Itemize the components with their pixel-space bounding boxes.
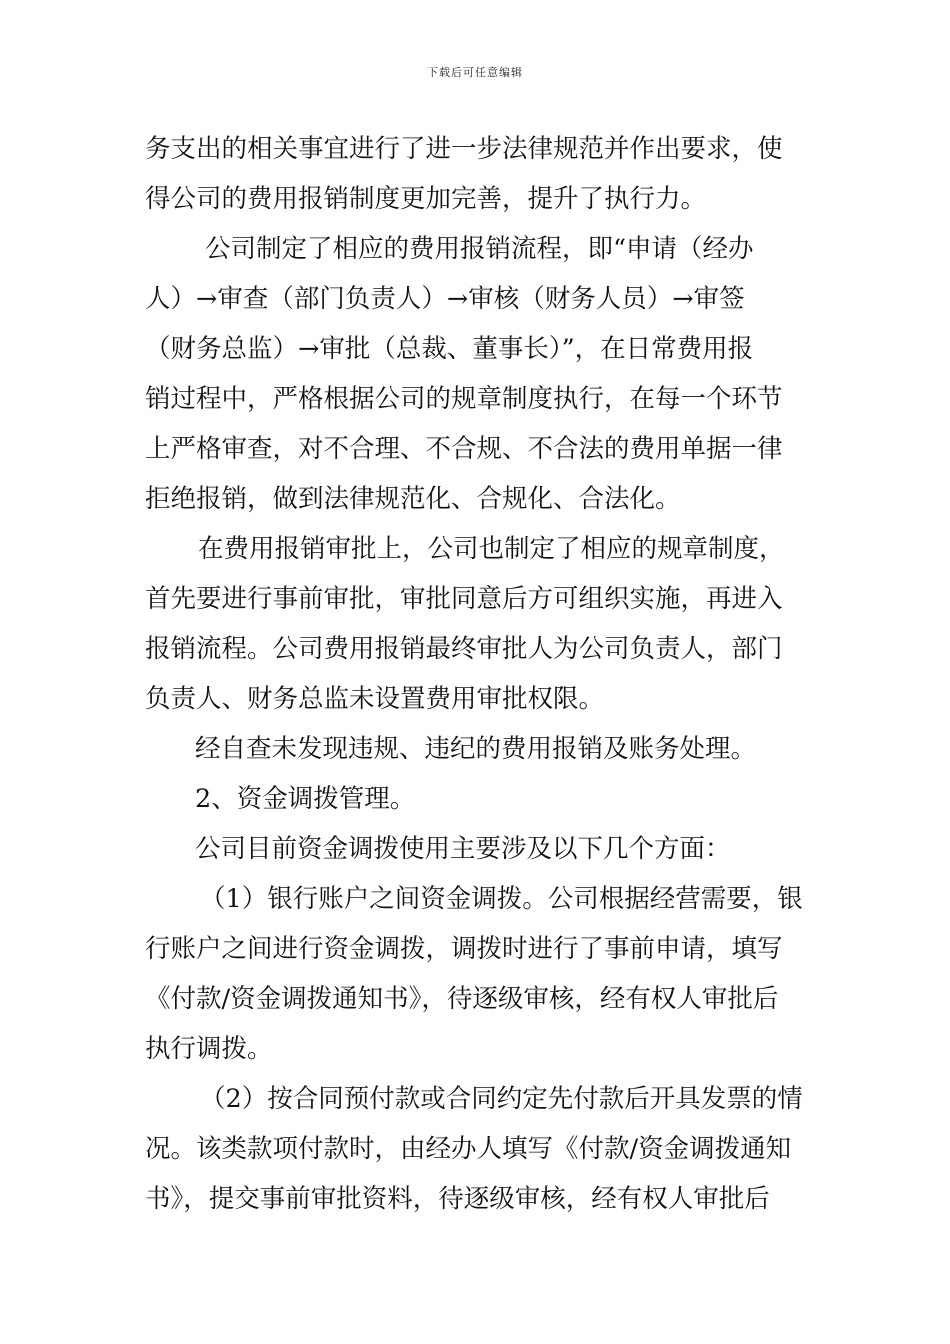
text-line: 首先要进行事前审批，审批同意后方可组织实施，再进入 xyxy=(145,584,783,614)
text-line: （财务总监）→审批（总裁、董事长）”，在日常费用报 xyxy=(145,334,754,364)
text-line: 书》，提交事前审批资料，待逐级审核，经有权人审批后 xyxy=(145,1184,770,1214)
text-line: 报销流程。公司费用报销最终审批人为公司负责人，部门 xyxy=(145,634,783,664)
text-line: （2）按合同预付款或合同约定先付款后开具发票的情 xyxy=(200,1084,803,1114)
text-line: 负责人、财务总监未设置费用审批权限。 xyxy=(145,684,605,714)
text-line: 得公司的费用报销制度更加完善，提升了执行力。 xyxy=(145,184,707,214)
text-line: （1）银行账户之间资金调拨。公司根据经营需要，银 xyxy=(200,884,803,914)
text-line: 务支出的相关事宜进行了进一步法律规范并作出要求，使 xyxy=(145,134,783,164)
text-line: 行账户之间进行资金调拨，调拨时进行了事前申请，填写 xyxy=(145,934,783,964)
text-line: 拒绝报销，做到法律规范化、合规化、合法化。 xyxy=(145,484,681,514)
text-line: 人）→审查（部门负责人）→审核（财务人员）→审签 xyxy=(145,284,745,314)
text-line: 《付款/资金调拨通知书》，待逐级审核，经有权人审批后 xyxy=(145,984,779,1014)
text-line: 况。该类款项付款时，由经办人填写《付款/资金调拨通知 xyxy=(145,1134,792,1164)
text-line: 销过程中，严格根据公司的规章制度执行，在每一个环节 xyxy=(145,384,783,414)
text-line: 经自查未发现违规、违纪的费用报销及账务处理。 xyxy=(195,734,757,764)
text-line: 上严格审查，对不合理、不合规、不合法的费用单据一律 xyxy=(145,434,783,464)
text-line: 公司目前资金调拨使用主要涉及以下几个方面： xyxy=(195,834,731,864)
text-line: 公司制定了相应的费用报销流程，即“申请（经办 xyxy=(205,234,754,264)
text-line: 在费用报销审批上，公司也制定了相应的规章制度， xyxy=(198,534,785,564)
page-header: 下载后可任意编辑 xyxy=(427,66,523,79)
text-line: 执行调拨。 xyxy=(145,1034,273,1064)
text-line: 2、资金调拨管理。 xyxy=(195,784,416,814)
